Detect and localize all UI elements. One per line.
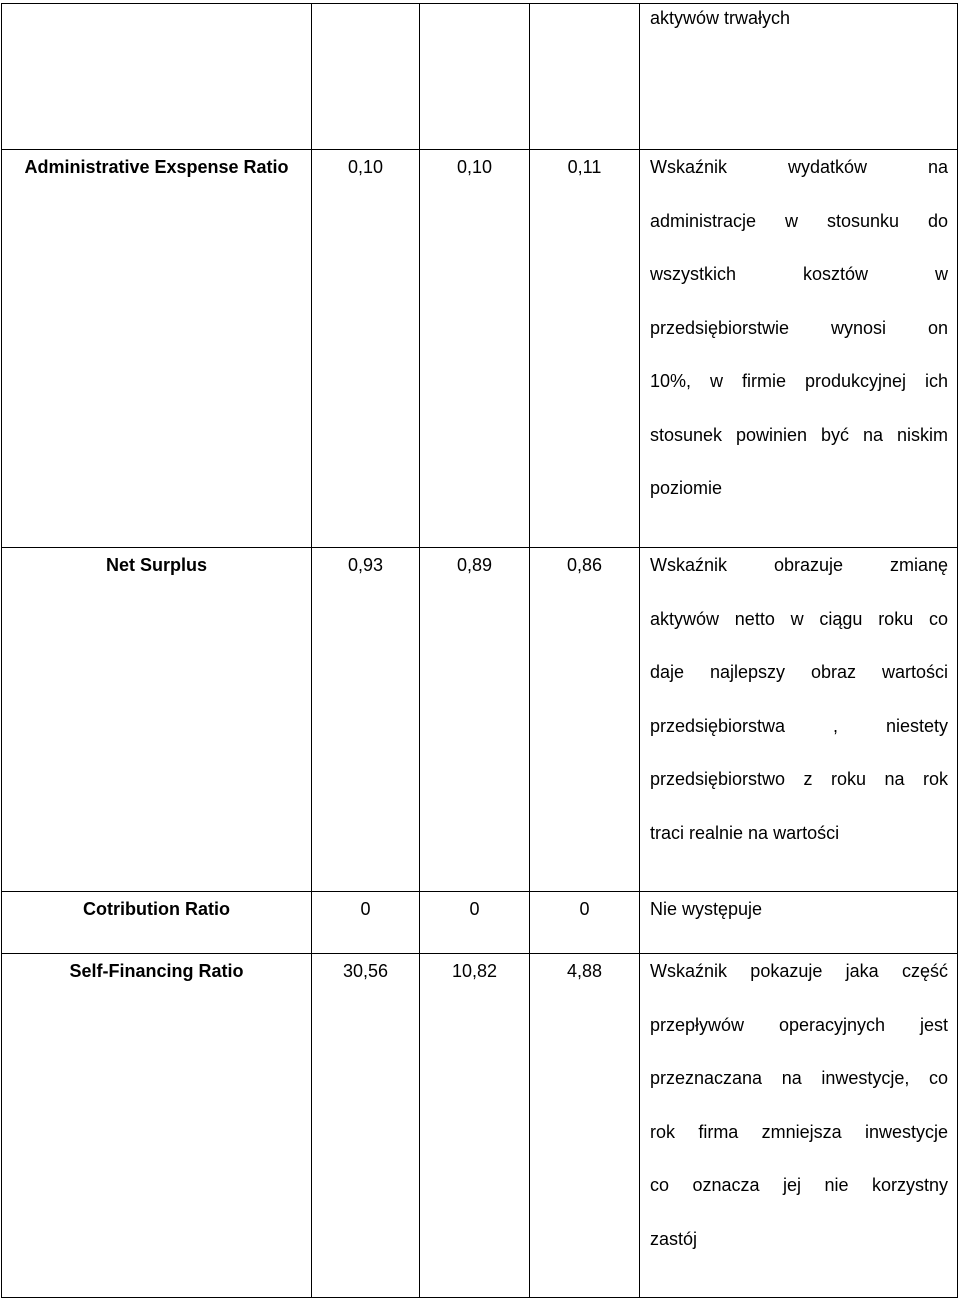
value-cell-year-2	[420, 150, 530, 548]
description-line: co oznacza jej nie korzystny	[650, 1175, 948, 1195]
ratio-name-cell	[2, 548, 312, 892]
ratio-value: 30,56	[342, 961, 389, 981]
description-line: rok firma zmniejsza inwestycje	[650, 1121, 948, 1142]
description-line: aktywów trwałych	[650, 8, 791, 28]
value-cell-year-2	[420, 892, 530, 954]
ratio-value: 10,82	[451, 961, 498, 981]
value-cell-year-3	[530, 954, 640, 1298]
ratio-value: 0,10	[456, 157, 493, 177]
value-cell-year-1	[312, 4, 420, 150]
description-cell	[640, 548, 958, 892]
ratio-value: 0,11	[567, 157, 602, 177]
description-line: przedsiębiorstwa , niestety	[650, 715, 948, 736]
description-line: przedsiębiorstwo z roku na rok	[650, 769, 948, 789]
table-row	[2, 954, 958, 1298]
ratio-name: Cotribution Ratio	[83, 899, 230, 919]
table-row	[2, 892, 958, 954]
description-cell	[640, 892, 958, 954]
table-row	[2, 4, 958, 150]
description-line: traci realnie na wartości	[650, 822, 840, 843]
value-cell-year-3	[530, 4, 640, 150]
ratios-table	[1, 3, 958, 1298]
value-cell-year-2	[420, 954, 530, 1298]
description-line: przedsiębiorstwie wynosi on	[650, 317, 948, 338]
ratio-name-cell	[2, 4, 312, 150]
ratio-name: Administrative Exspense Ratio	[24, 157, 289, 177]
description-line: poziomie	[650, 478, 723, 498]
description-line: aktywów netto w ciągu roku co	[650, 608, 948, 629]
description-line: zastój	[650, 1228, 698, 1249]
ratio-name	[2, 78, 311, 132]
description-cell	[640, 954, 958, 1298]
ratio-name-cell	[2, 954, 312, 1298]
description-line: Wskaźnik pokazuje jaka część	[650, 961, 948, 981]
ratio-value: 0,86	[566, 555, 603, 575]
value-cell-year-1	[312, 892, 420, 954]
ratio-value: 4,88	[566, 961, 603, 981]
value-cell-year-1	[312, 548, 420, 892]
table-row	[2, 548, 958, 892]
description-line: Wskaźnik wydatków na	[650, 157, 948, 177]
description-line: daje najlepszy obraz wartości	[650, 662, 948, 682]
table-row	[2, 150, 958, 548]
value-cell-year-3	[530, 150, 640, 548]
description-line: 10%, w firmie produkcyjnej ich	[650, 371, 948, 391]
ratio-value	[420, 78, 529, 132]
description-line: stosunek powinien być na niskim	[650, 424, 948, 445]
ratio-value: 0	[579, 899, 590, 919]
ratio-name: Self-Financing Ratio	[69, 961, 244, 981]
ratio-name-cell	[2, 150, 312, 548]
description-line: przeznaczana na inwestycje, co	[650, 1068, 948, 1088]
description-line: wszystkich kosztów w	[650, 264, 948, 284]
value-cell-year-2	[420, 4, 530, 150]
value-cell-year-3	[530, 892, 640, 954]
ratio-value: 0,10	[347, 157, 384, 177]
ratio-name: Net Surplus	[105, 555, 207, 575]
ratio-value: 0,89	[456, 555, 493, 575]
description-cell	[640, 4, 958, 150]
ratio-name-cell	[2, 892, 312, 954]
description-line: administracje w stosunku do	[650, 210, 948, 231]
value-cell-year-2	[420, 548, 530, 892]
value-cell-year-1	[312, 954, 420, 1298]
ratio-value: 0,93	[347, 555, 384, 575]
description-cell	[640, 150, 958, 548]
ratio-value: 0	[360, 899, 371, 919]
description-line: Nie występuje	[650, 899, 763, 919]
ratio-value	[530, 78, 639, 132]
value-cell-year-3	[530, 548, 640, 892]
ratio-value: 0	[469, 899, 480, 919]
ratio-value	[312, 78, 419, 132]
description-line: przepływów operacyjnych jest	[650, 1014, 948, 1035]
value-cell-year-1	[312, 150, 420, 548]
description-line: Wskaźnik obrazuje zmianę	[650, 555, 948, 575]
